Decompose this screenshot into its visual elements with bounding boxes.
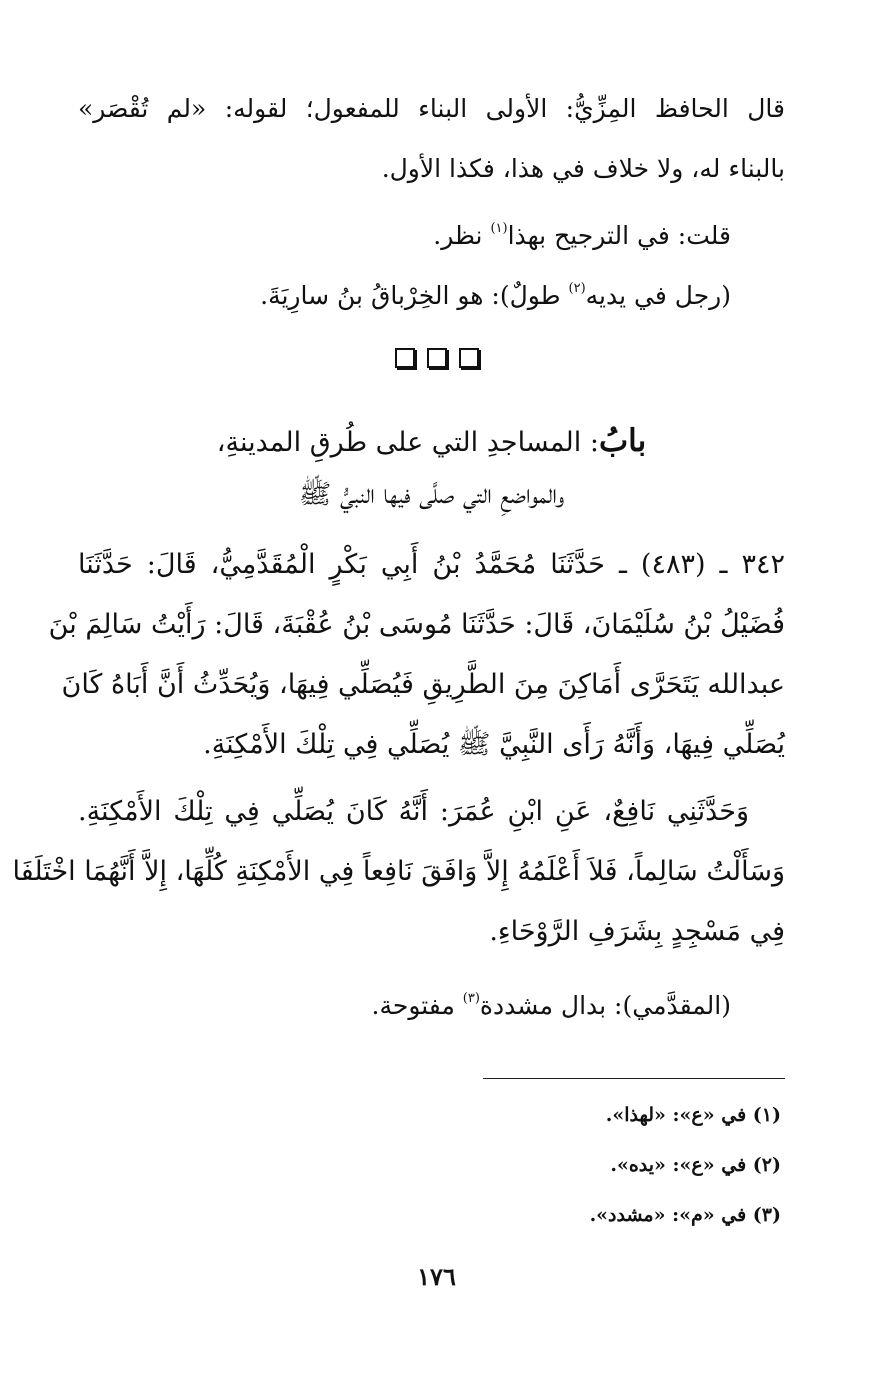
note-text: مفتوحة. — [371, 991, 463, 1020]
footnote: (١) في «ع»: «لهذا». — [605, 1104, 781, 1126]
hadith-line: فُضَيْلُ بْنُ سُلَيْمَانَ، قَالَ: حَدَّثَنَا مُوسَى بْنُ عُقْبَةَ، قَالَ: رَأَيْتُ سَالِمَ بْنَ — [48, 609, 785, 640]
chapter-label: بابُ — [598, 423, 647, 459]
hadith-line: يُصَلِّي فِيهَا، وَأَنَّهُ رَأَى النَّبِيَّ ﷺ يُصَلِّي فِي تِلْكَ الأَمْكِنَةِ. — [203, 729, 785, 760]
commentary-line — [78, 212, 731, 253]
commentary-line: بالبناء له، ولا خلاف في هذا، فكذا الأول. — [381, 154, 785, 183]
square-ornament-icon — [427, 348, 447, 368]
commentary-text: طولٌ): هو الخِرْباقُ بنُ سارِيَةَ. — [260, 281, 569, 310]
footnote-ref[interactable]: (١) — [490, 221, 508, 236]
hadith-line: عبدالله يَتَحَرَّى أَمَاكِنَ مِنَ الطَّرِيقِ فَيُصَلِّي فِيهَا، وَيُحَدِّثُ أَنَّ أَبَاهُ كَانَ — [61, 669, 785, 700]
section-separator — [0, 348, 873, 368]
footnote-ref[interactable]: (٢) — [568, 281, 586, 296]
commentary-note — [78, 982, 731, 1023]
square-ornament-icon — [395, 348, 415, 368]
note-text: (المقدَّمي): بدال مشددة — [479, 991, 731, 1020]
commentary-text: (رجل في يديه — [585, 281, 731, 310]
commentary-line: قال الحافظ المِزِّيُّ: الأولى البناء للمفعول؛ لقوله: «لم تُقْصَر» — [78, 94, 785, 123]
commentary-text: نظر. — [433, 221, 491, 250]
page-number: ١٧٦ — [417, 1262, 456, 1291]
hadith-line: وَحَدَّثَنِي نَافِعٌ، عَنِ ابْنِ عُمَرَ: أَنَّهُ كَانَ يُصَلِّي فِي تِلْكَ الأَمْكِنَةِ. — [78, 796, 749, 827]
footnote: (٢) في «ع»: «يده». — [610, 1154, 781, 1176]
chapter-subtitle: والمواضعِ التي صلَّى فيها النبيُّ ﷺ — [298, 479, 565, 510]
footnote: (٣) في «م»: «مشدد». — [589, 1204, 781, 1226]
commentary-text: قلت: في الترجيح بهذا — [507, 221, 731, 250]
square-ornament-icon — [459, 348, 479, 368]
chapter-title: : المساجدِ التي على طُرقِ المدينةِ، — [216, 427, 599, 458]
footnote-ref[interactable]: (٣) — [462, 991, 480, 1006]
chapter-heading — [78, 424, 785, 460]
hadith-line: فِي مَسْجِدٍ بِشَرَفِ الرَّوْحَاءِ. — [489, 916, 785, 947]
footnote-divider — [483, 1078, 785, 1079]
commentary-line — [78, 272, 731, 313]
hadith-line: وَسَأَلْتُ سَالِماً، فَلاَ أَعْلَمُهُ إِلاَّ وَافَقَ نَافِعاً فِي الأَمْكِنَةِ كُلِّهَا، إِلاَّ أَنَّهُمَا اخْتَلَفَا — [12, 856, 785, 887]
hadith-line: ٣٤٢ ـ (٤٨٣) ـ حَدَّثَنَا مُحَمَّدُ بْنُ أَبِي بَكْرٍ الْمُقَدَّمِيُّ، قَالَ: حَدَّثَنَا — [78, 549, 785, 580]
